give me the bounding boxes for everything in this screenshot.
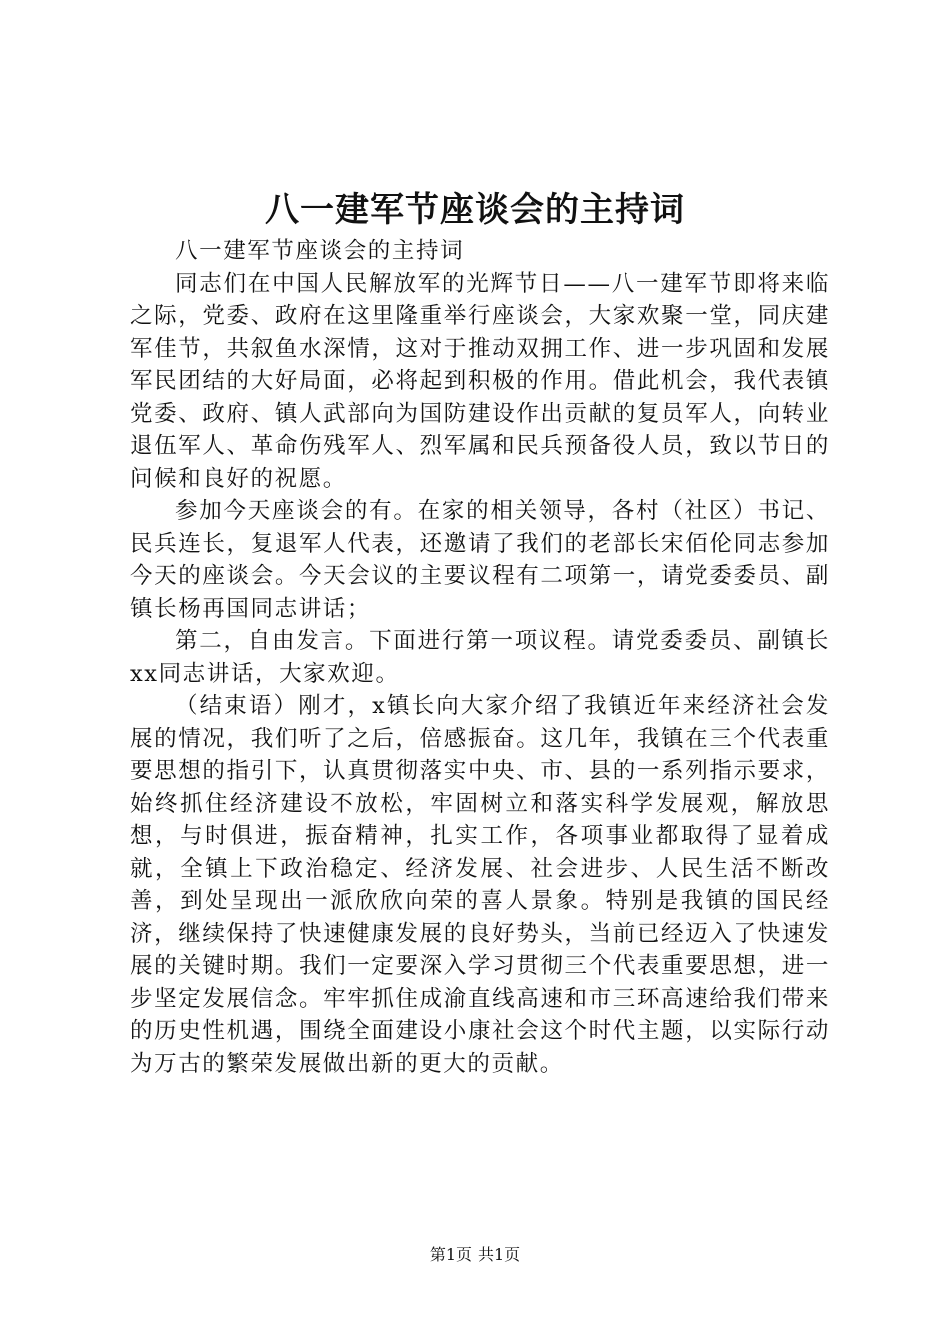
paragraph-closing: （结束语）刚才，x镇长向大家介绍了我镇近年来经济社会发展的情况，我们听了之后，倍感振奋。这几年，我镇在三个代表重要思想的指引下，认真贯彻落实中央、市、县的一系列指示要求，始终抓住经济建设不放松，牢固树立和落实科学发展观，解放思想，与时俱进，振奋精神，扎实工作，各项事业都取得了显着成就，全镇上下政治稳定、经济发展、社会进步、人民生活不断改善，到处呈现出一派欣欣向荣的喜人景象。特别是我镇的国民经济，继续保持了快速健康发展的良好势头，当前已经迈入了快速发展的关键时期。我们一定要深入学习贯彻三个代表重要思想，进一步坚定发展信念。牢牢抓住成渝直线高速和市三环高速给我们带来的历史性机遇，围绕全面建设小康社会这个时代主题，以实际行动为万古的繁荣发展做出新的更大的贡献。	[130, 693, 830, 1077]
document-title: 八一建军节座谈会的主持词	[265, 190, 685, 230]
document-body	[130, 235, 830, 1080]
page-footer	[0, 1244, 950, 1266]
page-total: 共1页	[478, 1245, 521, 1264]
paragraph-agenda: 第二，自由发言。下面进行第一项议程。请党委委员、副镇长xx同志讲话，大家欢迎。	[130, 628, 830, 687]
paragraph-opening: 同志们在中国人民解放军的光辉节日——八一建军节即将来临之际，党委、政府在这里隆重举行座谈会，大家欢聚一堂，同庆建军佳节，共叙鱼水深情，这对于推动双拥工作、进一步巩固和发展军民团结的大好局面，必将起到积极的作用。借此机会，我代表镇党委、政府、镇人武部向为国防建设作出贡献的复员军人，向转业退伍军人、革命伤残军人、烈军属和民兵预备役人员，致以节日的问候和良好的祝愿。	[130, 270, 830, 492]
paragraph-subtitle: 八一建军节座谈会的主持词	[175, 238, 465, 264]
paragraph-attendees: 参加今天座谈会的有。在家的相关领导，各村（社区）书记、民兵连长，复退军人代表，还邀请了我们的老部长宋佰伦同志参加今天的座谈会。今天会议的主要议程有二项第一，请党委委员、副镇长杨再国同志讲话；	[130, 498, 830, 622]
page-number: 第1页	[429, 1245, 472, 1264]
